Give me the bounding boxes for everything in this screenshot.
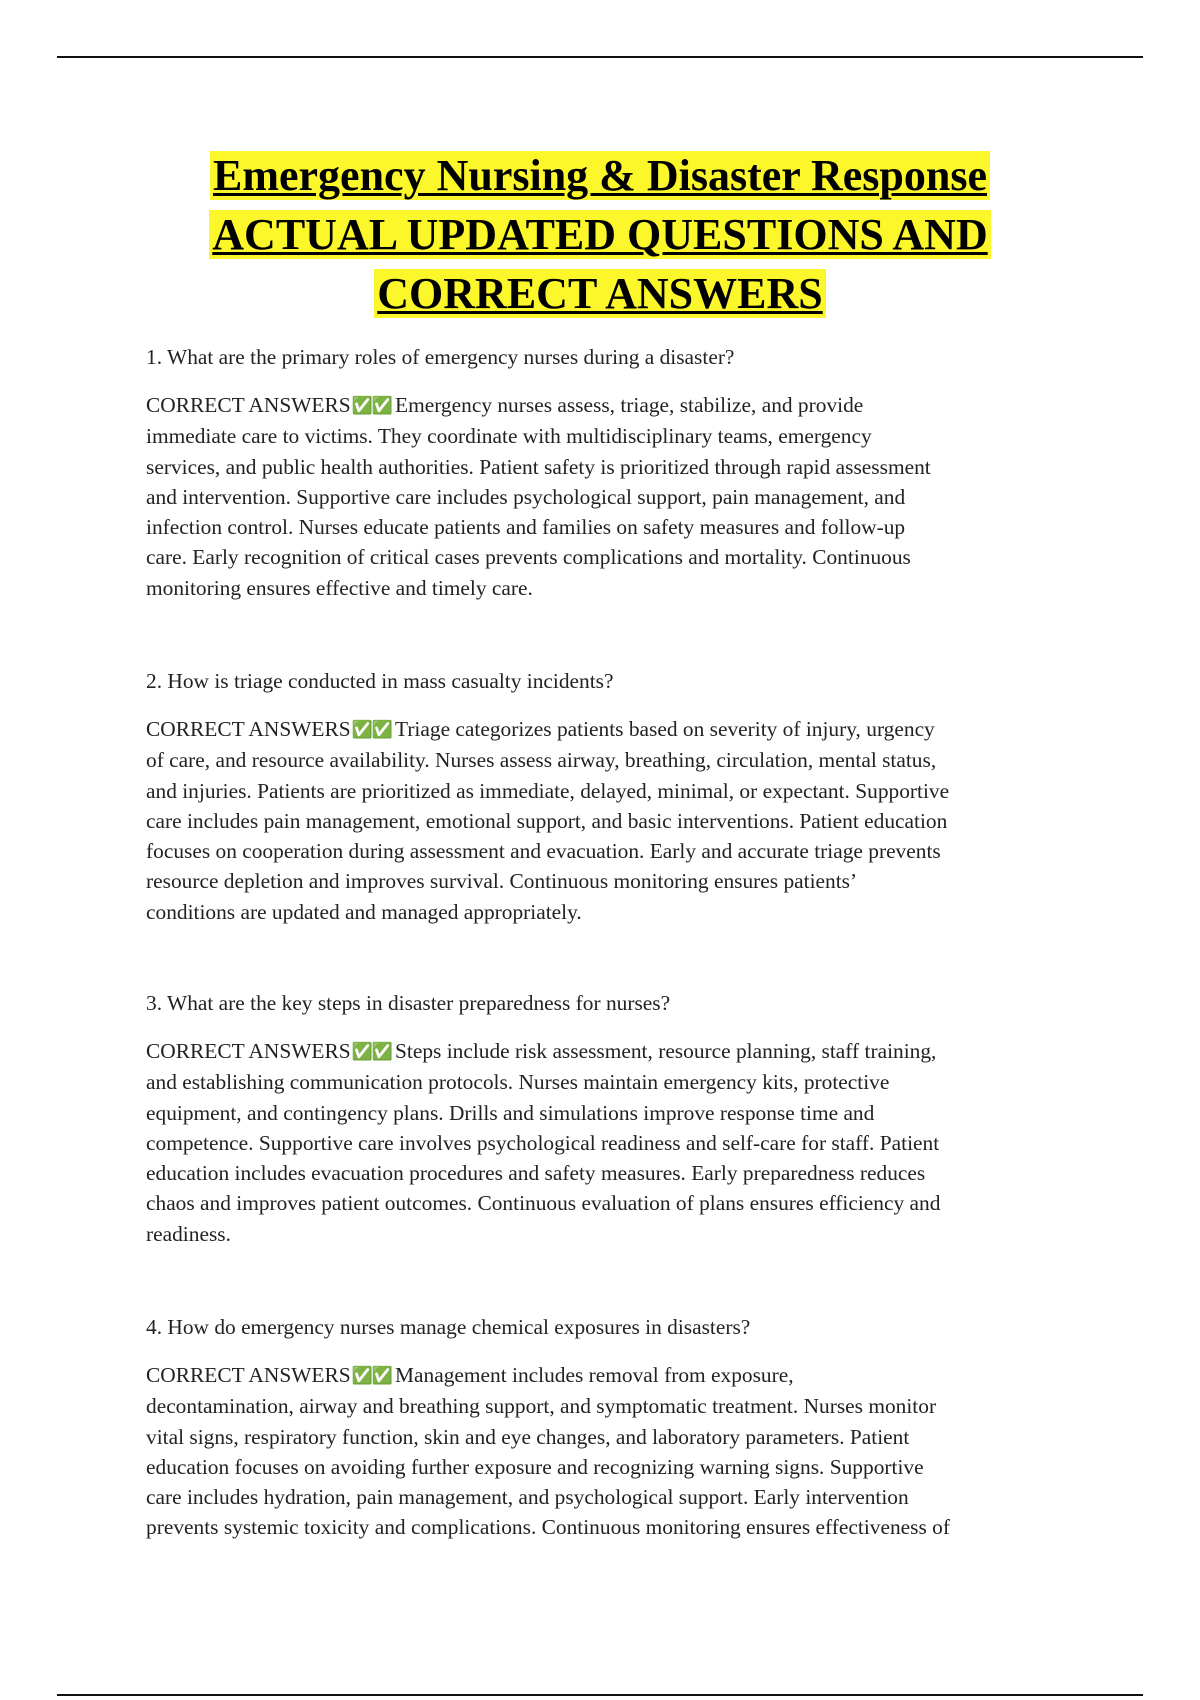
answer-line: readiness. [146, 1221, 231, 1246]
answer-line: care includes hydration, pain management, and psychological support. Early intervention [146, 1485, 909, 1510]
question-text: 2. How is triage conducted in mass casualty incidents? [146, 669, 614, 693]
answer-line: CORRECT ANSWERS✅✅ Steps include risk assessment, resource planning, staff training, [146, 1036, 1076, 1067]
answer-prefix: CORRECT ANSWERS [146, 717, 351, 741]
answer-line: vital signs, respiratory function, skin and eye changes, and laboratory parameters. Patient [146, 1424, 910, 1449]
title-line: CORRECT ANSWERS [100, 264, 1100, 323]
question-text: 4. How do emergency nurses manage chemical exposures in disasters? [146, 1315, 751, 1339]
answer-line: CORRECT ANSWERS✅✅ Emergency nurses assess, triage, stabilize, and provide [146, 390, 1076, 421]
question-block [146, 666, 1076, 927]
answer-line: education focuses on avoiding further exposure and recognizing warning signs. Supportive [146, 1454, 924, 1479]
answer-line: of care, and resource availability. Nurses assess airway, breathing, circulation, mental status, [146, 748, 937, 773]
title-line: Emergency Nursing & Disaster Response [100, 146, 1100, 205]
answer-prefix: CORRECT ANSWERS [146, 1363, 351, 1387]
answer-line: infection control. Nurses educate patients and families on safety measures and follow-up [146, 515, 906, 540]
title-line: ACTUAL UPDATED QUESTIONS AND [100, 205, 1100, 264]
answer-text [146, 1036, 1076, 1249]
answer-line: resource depletion and improves survival. Continuous monitoring ensures patients’ [146, 869, 858, 894]
answer-line: conditions are updated and managed appropriately. [146, 899, 582, 924]
answer-line: and establishing communication protocols. Nurses maintain emergency kits, protective [146, 1070, 890, 1095]
question-block [146, 342, 1076, 603]
answer-prefix: CORRECT ANSWERS [146, 1039, 351, 1063]
double-check-icon: ✅✅ [351, 1042, 392, 1062]
answer-line: and injuries. Patients are prioritized as immediate, delayed, minimal, or expectant. Supportive [146, 778, 950, 803]
question-block [146, 1312, 1076, 1543]
answer-line: prevents systemic toxicity and complications. Continuous monitoring ensures effectiveness of [146, 1515, 950, 1540]
answer-line: CORRECT ANSWERS✅✅ Management includes removal from exposure, [146, 1360, 1076, 1391]
answer-line: competence. Supportive care involves psychological readiness and self-care for staff. Patient [146, 1130, 940, 1155]
answer-line: immediate care to victims. They coordinate with multidisciplinary teams, emergency [146, 424, 872, 449]
answer-prefix: CORRECT ANSWERS [146, 393, 351, 417]
answer-text [146, 390, 1076, 603]
answer-line: chaos and improves patient outcomes. Continuous evaluation of plans ensures efficiency and [146, 1191, 941, 1216]
answer-text [146, 714, 1076, 927]
answer-line: equipment, and contingency plans. Drills and simulations improve response time and [146, 1100, 875, 1125]
bottom-divider [57, 1694, 1143, 1696]
answer-line: CORRECT ANSWERS✅✅ Triage categorizes patients based on severity of injury, urgency [146, 714, 1076, 745]
double-check-icon: ✅✅ [351, 1366, 392, 1386]
answer-line: and intervention. Supportive care includes psychological support, pain management, and [146, 484, 906, 509]
top-divider [57, 56, 1143, 58]
answer-line: services, and public health authorities. Patient safety is prioritized through rapid assessment [146, 454, 931, 479]
question-text: 3. What are the key steps in disaster preparedness for nurses? [146, 991, 671, 1015]
answer-line: monitoring ensures effective and timely care. [146, 575, 533, 600]
question-block [146, 988, 1076, 1249]
answer-text [146, 1360, 1076, 1543]
answer-line: focuses on cooperation during assessment and evacuation. Early and accurate triage prevents [146, 839, 941, 864]
answer-line: care includes pain management, emotional support, and basic interventions. Patient education [146, 808, 948, 833]
document-title [100, 146, 1100, 323]
double-check-icon: ✅✅ [351, 720, 392, 740]
answer-line: decontamination, airway and breathing support, and symptomatic treatment. Nurses monitor [146, 1394, 937, 1419]
answer-line: education includes evacuation procedures and safety measures. Early preparedness reduces [146, 1161, 926, 1186]
answer-line: care. Early recognition of critical cases prevents complications and mortality. Continuous [146, 545, 911, 570]
question-text: 1. What are the primary roles of emergency nurses during a disaster? [146, 345, 735, 369]
double-check-icon: ✅✅ [351, 396, 392, 416]
